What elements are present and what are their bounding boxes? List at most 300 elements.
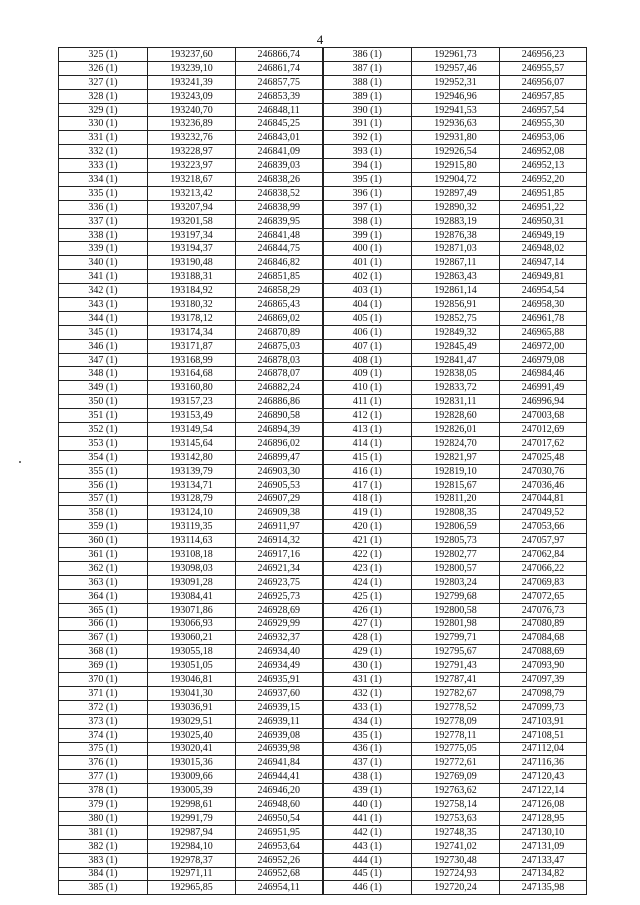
point-number-cell: 338 (1) — [59, 228, 148, 242]
table-row — [59, 256, 587, 270]
table-row — [59, 48, 587, 62]
x-coordinate-cell: 192720,24 — [412, 881, 500, 895]
x-coordinate-cell: 193142,80 — [148, 450, 236, 464]
y-coordinate-cell: 246853,39 — [236, 89, 323, 103]
point-number-cell: 413 (1) — [323, 423, 412, 437]
x-coordinate-cell: 193190,48 — [148, 256, 236, 270]
x-coordinate-cell: 192957,46 — [412, 61, 500, 75]
x-coordinate-cell: 192890,32 — [412, 200, 500, 214]
point-number-cell: 380 (1) — [59, 811, 148, 825]
point-number-cell: 391 (1) — [323, 117, 412, 131]
point-number-cell: 388 (1) — [323, 75, 412, 89]
point-number-cell: 433 (1) — [323, 700, 412, 714]
x-coordinate-cell: 193243,09 — [148, 89, 236, 103]
point-number-cell: 389 (1) — [323, 89, 412, 103]
point-number-cell: 423 (1) — [323, 561, 412, 575]
x-coordinate-cell: 193015,36 — [148, 756, 236, 770]
x-coordinate-cell: 193029,51 — [148, 714, 236, 728]
y-coordinate-cell: 246839,95 — [236, 214, 323, 228]
point-number-cell: 406 (1) — [323, 325, 412, 339]
point-number-cell: 419 (1) — [323, 506, 412, 520]
x-coordinate-cell: 192821,97 — [412, 450, 500, 464]
x-coordinate-cell: 192808,35 — [412, 506, 500, 520]
y-coordinate-cell: 247122,14 — [500, 784, 587, 798]
point-number-cell: 345 (1) — [59, 325, 148, 339]
table-row — [59, 700, 587, 714]
y-coordinate-cell: 247069,83 — [500, 575, 587, 589]
x-coordinate-cell: 193164,68 — [148, 367, 236, 381]
y-coordinate-cell: 247062,84 — [500, 548, 587, 562]
x-coordinate-cell: 192861,14 — [412, 284, 500, 298]
x-coordinate-cell: 193197,34 — [148, 228, 236, 242]
y-coordinate-cell: 246838,52 — [236, 186, 323, 200]
x-coordinate-cell: 192961,73 — [412, 48, 500, 62]
point-number-cell: 420 (1) — [323, 520, 412, 534]
table-row — [59, 89, 587, 103]
x-coordinate-cell: 192803,24 — [412, 575, 500, 589]
point-number-cell: 436 (1) — [323, 742, 412, 756]
x-coordinate-cell: 192741,02 — [412, 839, 500, 853]
y-coordinate-cell: 246948,60 — [236, 798, 323, 812]
x-coordinate-cell: 193188,31 — [148, 270, 236, 284]
x-coordinate-cell: 192915,80 — [412, 159, 500, 173]
point-number-cell: 410 (1) — [323, 381, 412, 395]
table-row — [59, 770, 587, 784]
y-coordinate-cell: 246956,07 — [500, 75, 587, 89]
x-coordinate-cell: 193098,03 — [148, 561, 236, 575]
table-row — [59, 506, 587, 520]
point-number-cell: 355 (1) — [59, 464, 148, 478]
point-number-cell: 370 (1) — [59, 673, 148, 687]
y-coordinate-cell: 246886,86 — [236, 395, 323, 409]
x-coordinate-cell: 193114,63 — [148, 534, 236, 548]
table-row — [59, 589, 587, 603]
table-row — [59, 298, 587, 312]
y-coordinate-cell: 246838,26 — [236, 173, 323, 187]
x-coordinate-cell: 192931,80 — [412, 131, 500, 145]
point-number-cell: 352 (1) — [59, 423, 148, 437]
x-coordinate-cell: 192845,49 — [412, 339, 500, 353]
y-coordinate-cell: 246843,01 — [236, 131, 323, 145]
x-coordinate-cell: 192867,11 — [412, 256, 500, 270]
point-number-cell: 333 (1) — [59, 159, 148, 173]
x-coordinate-cell: 192831,11 — [412, 395, 500, 409]
point-number-cell: 368 (1) — [59, 645, 148, 659]
table-row — [59, 131, 587, 145]
point-number-cell: 384 (1) — [59, 867, 148, 881]
table-row — [59, 61, 587, 75]
point-number-cell: 398 (1) — [323, 214, 412, 228]
y-coordinate-cell: 247084,68 — [500, 631, 587, 645]
point-number-cell: 445 (1) — [323, 867, 412, 881]
x-coordinate-cell: 192856,91 — [412, 298, 500, 312]
table-row — [59, 367, 587, 381]
x-coordinate-cell: 192811,20 — [412, 492, 500, 506]
point-number-cell: 336 (1) — [59, 200, 148, 214]
point-number-cell: 377 (1) — [59, 770, 148, 784]
x-coordinate-cell: 193184,92 — [148, 284, 236, 298]
y-coordinate-cell: 246939,15 — [236, 700, 323, 714]
table-row — [59, 173, 587, 187]
point-number-cell: 418 (1) — [323, 492, 412, 506]
table-row — [59, 742, 587, 756]
table-row — [59, 603, 587, 617]
point-number-cell: 429 (1) — [323, 645, 412, 659]
table-row — [59, 548, 587, 562]
y-coordinate-cell: 246979,08 — [500, 353, 587, 367]
x-coordinate-cell: 192805,73 — [412, 534, 500, 548]
x-coordinate-cell: 193236,89 — [148, 117, 236, 131]
x-coordinate-cell: 193241,39 — [148, 75, 236, 89]
point-number-cell: 378 (1) — [59, 784, 148, 798]
y-coordinate-cell: 246890,58 — [236, 409, 323, 423]
x-coordinate-cell: 192852,75 — [412, 311, 500, 325]
point-number-cell: 366 (1) — [59, 617, 148, 631]
y-coordinate-cell: 246875,03 — [236, 339, 323, 353]
point-number-cell: 387 (1) — [323, 61, 412, 75]
y-coordinate-cell: 246954,11 — [236, 881, 323, 895]
y-coordinate-cell: 246949,81 — [500, 270, 587, 284]
x-coordinate-cell: 192826,01 — [412, 423, 500, 437]
y-coordinate-cell: 247072,65 — [500, 589, 587, 603]
x-coordinate-cell: 193237,60 — [148, 48, 236, 62]
x-coordinate-cell: 193223,97 — [148, 159, 236, 173]
y-coordinate-cell: 246951,22 — [500, 200, 587, 214]
y-coordinate-cell: 247049,52 — [500, 506, 587, 520]
x-coordinate-cell: 193128,79 — [148, 492, 236, 506]
y-coordinate-cell: 246882,24 — [236, 381, 323, 395]
scan-artifact-dot — [19, 461, 21, 463]
y-coordinate-cell: 246870,89 — [236, 325, 323, 339]
y-coordinate-cell: 247131,09 — [500, 839, 587, 853]
point-number-cell: 424 (1) — [323, 575, 412, 589]
point-number-cell: 331 (1) — [59, 131, 148, 145]
table-row — [59, 464, 587, 478]
point-number-cell: 341 (1) — [59, 270, 148, 284]
y-coordinate-cell: 247103,91 — [500, 714, 587, 728]
table-row — [59, 186, 587, 200]
y-coordinate-cell: 246865,43 — [236, 298, 323, 312]
x-coordinate-cell: 192876,38 — [412, 228, 500, 242]
x-coordinate-cell: 192926,54 — [412, 145, 500, 159]
point-number-cell: 409 (1) — [323, 367, 412, 381]
y-coordinate-cell: 247120,43 — [500, 770, 587, 784]
x-coordinate-cell: 193020,41 — [148, 742, 236, 756]
y-coordinate-cell: 246845,25 — [236, 117, 323, 131]
y-coordinate-cell: 246951,95 — [236, 825, 323, 839]
table-row — [59, 492, 587, 506]
coordinates-table — [58, 47, 587, 895]
table-row — [59, 645, 587, 659]
point-number-cell: 369 (1) — [59, 659, 148, 673]
table-row — [59, 561, 587, 575]
point-number-cell: 397 (1) — [323, 200, 412, 214]
point-number-cell: 376 (1) — [59, 756, 148, 770]
point-number-cell: 415 (1) — [323, 450, 412, 464]
y-coordinate-cell: 246950,54 — [236, 811, 323, 825]
x-coordinate-cell: 192799,68 — [412, 589, 500, 603]
y-coordinate-cell: 246939,08 — [236, 728, 323, 742]
x-coordinate-cell: 192965,85 — [148, 881, 236, 895]
x-coordinate-cell: 192778,11 — [412, 728, 500, 742]
point-number-cell: 359 (1) — [59, 520, 148, 534]
point-number-cell: 360 (1) — [59, 534, 148, 548]
point-number-cell: 399 (1) — [323, 228, 412, 242]
x-coordinate-cell: 192941,53 — [412, 103, 500, 117]
y-coordinate-cell: 246925,73 — [236, 589, 323, 603]
point-number-cell: 383 (1) — [59, 853, 148, 867]
x-coordinate-cell: 192775,05 — [412, 742, 500, 756]
table-row — [59, 228, 587, 242]
point-number-cell: 437 (1) — [323, 756, 412, 770]
x-coordinate-cell: 193239,10 — [148, 61, 236, 75]
x-coordinate-cell: 192778,52 — [412, 700, 500, 714]
point-number-cell: 364 (1) — [59, 589, 148, 603]
table-row — [59, 839, 587, 853]
point-number-cell: 393 (1) — [323, 145, 412, 159]
x-coordinate-cell: 193232,76 — [148, 131, 236, 145]
y-coordinate-cell: 246952,68 — [236, 867, 323, 881]
y-coordinate-cell: 246947,14 — [500, 256, 587, 270]
x-coordinate-cell: 193201,58 — [148, 214, 236, 228]
y-coordinate-cell: 246907,29 — [236, 492, 323, 506]
y-coordinate-cell: 247057,97 — [500, 534, 587, 548]
table-row — [59, 756, 587, 770]
x-coordinate-cell: 193046,81 — [148, 673, 236, 687]
y-coordinate-cell: 247098,79 — [500, 686, 587, 700]
point-number-cell: 412 (1) — [323, 409, 412, 423]
y-coordinate-cell: 246939,98 — [236, 742, 323, 756]
point-number-cell: 325 (1) — [59, 48, 148, 62]
x-coordinate-cell: 192987,94 — [148, 825, 236, 839]
y-coordinate-cell: 247134,82 — [500, 867, 587, 881]
x-coordinate-cell: 193194,37 — [148, 242, 236, 256]
point-number-cell: 335 (1) — [59, 186, 148, 200]
point-number-cell: 326 (1) — [59, 61, 148, 75]
y-coordinate-cell: 247126,08 — [500, 798, 587, 812]
table-row — [59, 200, 587, 214]
point-number-cell: 362 (1) — [59, 561, 148, 575]
y-coordinate-cell: 246878,03 — [236, 353, 323, 367]
point-number-cell: 405 (1) — [323, 311, 412, 325]
y-coordinate-cell: 247025,48 — [500, 450, 587, 464]
y-coordinate-cell: 246937,60 — [236, 686, 323, 700]
y-coordinate-cell: 246934,49 — [236, 659, 323, 673]
y-coordinate-cell: 247093,90 — [500, 659, 587, 673]
table-row — [59, 575, 587, 589]
point-number-cell: 353 (1) — [59, 436, 148, 450]
x-coordinate-cell: 192833,72 — [412, 381, 500, 395]
point-number-cell: 438 (1) — [323, 770, 412, 784]
x-coordinate-cell: 192791,43 — [412, 659, 500, 673]
y-coordinate-cell: 246878,07 — [236, 367, 323, 381]
point-number-cell: 356 (1) — [59, 478, 148, 492]
y-coordinate-cell: 246917,16 — [236, 548, 323, 562]
y-coordinate-cell: 246952,13 — [500, 159, 587, 173]
point-number-cell: 365 (1) — [59, 603, 148, 617]
point-number-cell: 443 (1) — [323, 839, 412, 853]
y-coordinate-cell: 247080,89 — [500, 617, 587, 631]
y-coordinate-cell: 246911,97 — [236, 520, 323, 534]
point-number-cell: 381 (1) — [59, 825, 148, 839]
table-row — [59, 673, 587, 687]
x-coordinate-cell: 192849,32 — [412, 325, 500, 339]
table-row — [59, 284, 587, 298]
x-coordinate-cell: 193060,21 — [148, 631, 236, 645]
y-coordinate-cell: 246957,54 — [500, 103, 587, 117]
point-number-cell: 446 (1) — [323, 881, 412, 895]
y-coordinate-cell: 246934,40 — [236, 645, 323, 659]
x-coordinate-cell: 193171,87 — [148, 339, 236, 353]
y-coordinate-cell: 246984,46 — [500, 367, 587, 381]
x-coordinate-cell: 193025,40 — [148, 728, 236, 742]
point-number-cell: 430 (1) — [323, 659, 412, 673]
x-coordinate-cell: 193051,05 — [148, 659, 236, 673]
x-coordinate-cell: 193157,23 — [148, 395, 236, 409]
y-coordinate-cell: 246923,75 — [236, 575, 323, 589]
x-coordinate-cell: 192978,37 — [148, 853, 236, 867]
point-number-cell: 434 (1) — [323, 714, 412, 728]
y-coordinate-cell: 247017,62 — [500, 436, 587, 450]
y-coordinate-cell: 247108,51 — [500, 728, 587, 742]
point-number-cell: 346 (1) — [59, 339, 148, 353]
x-coordinate-cell: 193091,28 — [148, 575, 236, 589]
x-coordinate-cell: 192824,70 — [412, 436, 500, 450]
y-coordinate-cell: 247044,81 — [500, 492, 587, 506]
point-number-cell: 431 (1) — [323, 673, 412, 687]
x-coordinate-cell: 192952,31 — [412, 75, 500, 89]
table-row — [59, 311, 587, 325]
point-number-cell: 442 (1) — [323, 825, 412, 839]
table-row — [59, 270, 587, 284]
y-coordinate-cell: 246894,39 — [236, 423, 323, 437]
point-number-cell: 349 (1) — [59, 381, 148, 395]
x-coordinate-cell: 192819,10 — [412, 464, 500, 478]
x-coordinate-cell: 192753,63 — [412, 811, 500, 825]
y-coordinate-cell: 246957,85 — [500, 89, 587, 103]
point-number-cell: 426 (1) — [323, 603, 412, 617]
point-number-cell: 439 (1) — [323, 784, 412, 798]
y-coordinate-cell: 247030,76 — [500, 464, 587, 478]
point-number-cell: 373 (1) — [59, 714, 148, 728]
y-coordinate-cell: 246905,53 — [236, 478, 323, 492]
y-coordinate-cell: 246953,06 — [500, 131, 587, 145]
x-coordinate-cell: 192795,67 — [412, 645, 500, 659]
y-coordinate-cell: 246903,30 — [236, 464, 323, 478]
x-coordinate-cell: 193005,39 — [148, 784, 236, 798]
table-row — [59, 409, 587, 423]
point-number-cell: 444 (1) — [323, 853, 412, 867]
y-coordinate-cell: 247076,73 — [500, 603, 587, 617]
y-coordinate-cell: 246958,30 — [500, 298, 587, 312]
y-coordinate-cell: 246952,20 — [500, 173, 587, 187]
table-row — [59, 145, 587, 159]
x-coordinate-cell: 192883,19 — [412, 214, 500, 228]
y-coordinate-cell: 246909,38 — [236, 506, 323, 520]
point-number-cell: 440 (1) — [323, 798, 412, 812]
x-coordinate-cell: 193145,64 — [148, 436, 236, 450]
point-number-cell: 421 (1) — [323, 534, 412, 548]
point-number-cell: 400 (1) — [323, 242, 412, 256]
y-coordinate-cell: 246848,11 — [236, 103, 323, 117]
point-number-cell: 328 (1) — [59, 89, 148, 103]
x-coordinate-cell: 193213,42 — [148, 186, 236, 200]
y-coordinate-cell: 246951,85 — [500, 186, 587, 200]
x-coordinate-cell: 192758,14 — [412, 798, 500, 812]
y-coordinate-cell: 246896,02 — [236, 436, 323, 450]
y-coordinate-cell: 246956,23 — [500, 48, 587, 62]
point-number-cell: 395 (1) — [323, 173, 412, 187]
y-coordinate-cell: 246949,19 — [500, 228, 587, 242]
y-coordinate-cell: 246838,99 — [236, 200, 323, 214]
x-coordinate-cell: 192772,61 — [412, 756, 500, 770]
x-coordinate-cell: 192802,77 — [412, 548, 500, 562]
y-coordinate-cell: 246955,30 — [500, 117, 587, 131]
y-coordinate-cell: 247053,66 — [500, 520, 587, 534]
y-coordinate-cell: 246851,85 — [236, 270, 323, 284]
table-row — [59, 242, 587, 256]
table-row — [59, 659, 587, 673]
x-coordinate-cell: 193036,91 — [148, 700, 236, 714]
point-number-cell: 334 (1) — [59, 173, 148, 187]
y-coordinate-cell: 247130,10 — [500, 825, 587, 839]
point-number-cell: 403 (1) — [323, 284, 412, 298]
x-coordinate-cell: 193055,18 — [148, 645, 236, 659]
table-row — [59, 450, 587, 464]
point-number-cell: 367 (1) — [59, 631, 148, 645]
y-coordinate-cell: 246921,34 — [236, 561, 323, 575]
point-number-cell: 394 (1) — [323, 159, 412, 173]
x-coordinate-cell: 192991,79 — [148, 811, 236, 825]
table-row — [59, 381, 587, 395]
x-coordinate-cell: 193041,30 — [148, 686, 236, 700]
point-number-cell: 329 (1) — [59, 103, 148, 117]
y-coordinate-cell: 246996,94 — [500, 395, 587, 409]
y-coordinate-cell: 246932,37 — [236, 631, 323, 645]
point-number-cell: 374 (1) — [59, 728, 148, 742]
x-coordinate-cell: 192904,72 — [412, 173, 500, 187]
y-coordinate-cell: 246991,49 — [500, 381, 587, 395]
point-number-cell: 386 (1) — [323, 48, 412, 62]
point-number-cell: 330 (1) — [59, 117, 148, 131]
table-row — [59, 75, 587, 89]
point-number-cell: 343 (1) — [59, 298, 148, 312]
y-coordinate-cell: 246841,09 — [236, 145, 323, 159]
point-number-cell: 425 (1) — [323, 589, 412, 603]
x-coordinate-cell: 193084,41 — [148, 589, 236, 603]
x-coordinate-cell: 192971,11 — [148, 867, 236, 881]
y-coordinate-cell: 246961,78 — [500, 311, 587, 325]
point-number-cell: 382 (1) — [59, 839, 148, 853]
y-coordinate-cell: 246946,20 — [236, 784, 323, 798]
point-number-cell: 358 (1) — [59, 506, 148, 520]
x-coordinate-cell: 193066,93 — [148, 617, 236, 631]
x-coordinate-cell: 193160,80 — [148, 381, 236, 395]
y-coordinate-cell: 246914,32 — [236, 534, 323, 548]
x-coordinate-cell: 193240,70 — [148, 103, 236, 117]
x-coordinate-cell: 192724,93 — [412, 867, 500, 881]
y-coordinate-cell: 246935,91 — [236, 673, 323, 687]
table-row — [59, 881, 587, 895]
point-number-cell: 337 (1) — [59, 214, 148, 228]
point-number-cell: 344 (1) — [59, 311, 148, 325]
x-coordinate-cell: 192800,57 — [412, 561, 500, 575]
x-coordinate-cell: 192998,61 — [148, 798, 236, 812]
x-coordinate-cell: 192800,58 — [412, 603, 500, 617]
table-row — [59, 811, 587, 825]
table-row — [59, 325, 587, 339]
point-number-cell: 396 (1) — [323, 186, 412, 200]
